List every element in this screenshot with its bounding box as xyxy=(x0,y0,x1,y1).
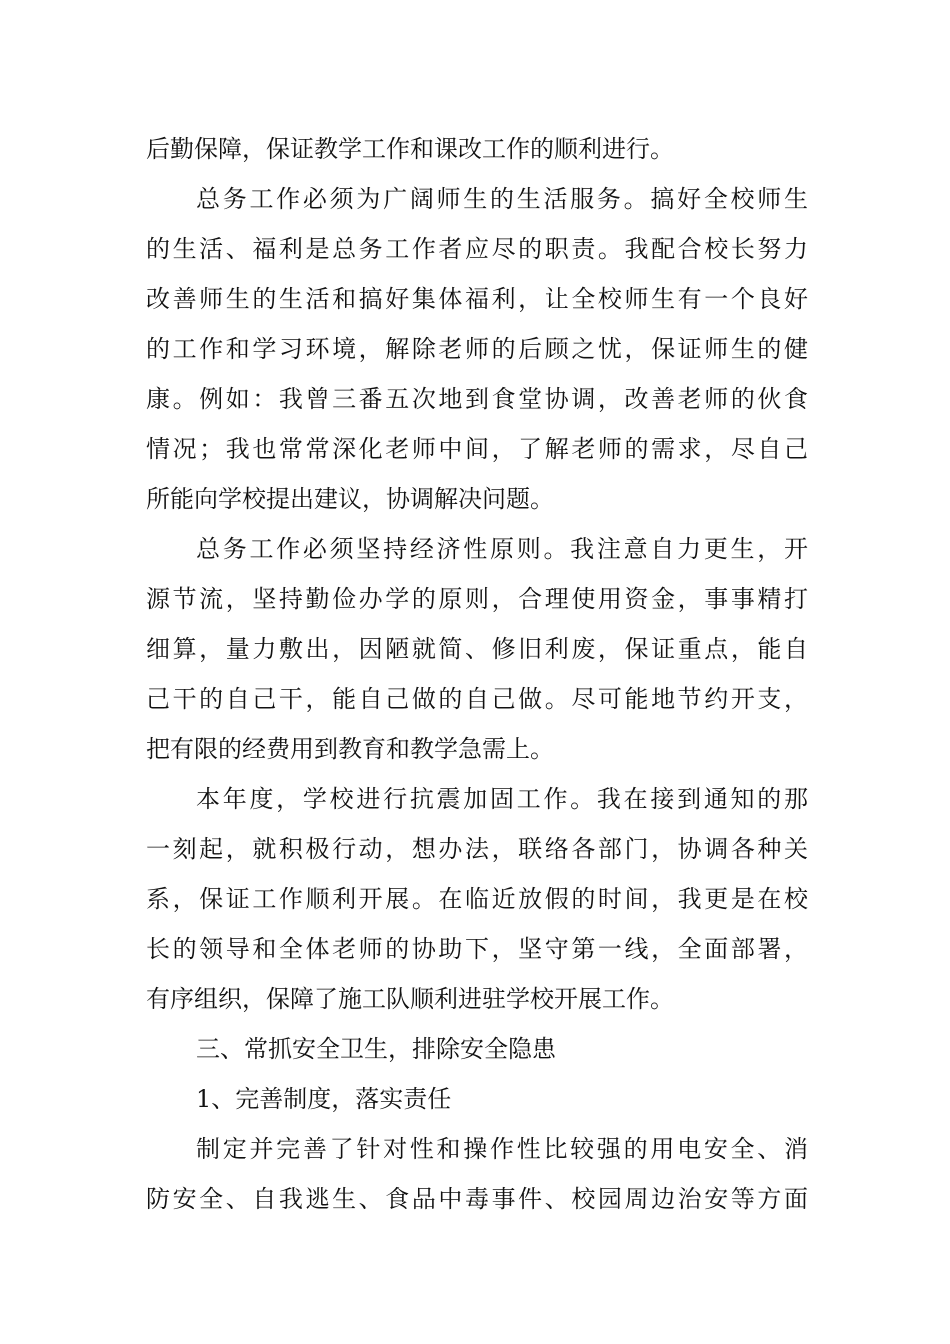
paragraph-line: 源节流，坚持勤俭办学的原则，合理使用资金，事事精打 xyxy=(146,585,808,613)
paragraph-line: 康。例如：我曾三番五次地到食堂协调，改善老师的伙食 xyxy=(146,385,808,413)
paragraph-line: 细算，量力敷出，因陋就简、修旧利废，保证重点，能自 xyxy=(146,635,808,663)
paragraph-line: 有序组织，保障了施工队顺利进驻学校开展工作。 xyxy=(146,985,674,1013)
paragraph-line: 系，保证工作顺利开展。在临近放假的时间，我更是在校 xyxy=(146,885,808,913)
paragraph-line: 己干的自己干，能自己做的自己做。尽可能地节约开支， xyxy=(146,685,808,713)
paragraph-line: 的生活、福利是总务工作者应尽的职责。我配合校长努力 xyxy=(146,235,808,263)
paragraph-line: 总务工作必须坚持经济性原则。我注意自力更生，开 xyxy=(196,535,808,563)
paragraph-line: 防安全、自我逃生、食品中毒事件、校园周边治安等方面 xyxy=(146,1185,808,1213)
paragraph-line: 所能向学校提出建议，协调解决问题。 xyxy=(146,485,554,513)
section-heading: 三、常抓安全卫生，排除安全隐患 xyxy=(196,1035,556,1063)
paragraph-line: 改善师生的生活和搞好集体福利，让全校师生有一个良好 xyxy=(146,285,808,313)
paragraph-line: 把有限的经费用到教育和教学急需上。 xyxy=(146,735,554,763)
paragraph-line: 情况；我也常常深化老师中间，了解老师的需求，尽自己 xyxy=(146,435,808,463)
paragraph-line: 一刻起，就积极行动，想办法，联络各部门，协调各种关 xyxy=(146,835,808,863)
paragraph-line: 后勤保障，保证教学工作和课改工作的顺利进行。 xyxy=(146,135,674,163)
paragraph-line: 制定并完善了针对性和操作性比较强的用电安全、消 xyxy=(196,1135,808,1163)
paragraph-line: 本年度，学校进行抗震加固工作。我在接到通知的那 xyxy=(196,785,808,813)
paragraph-line: 总务工作必须为广阔师生的生活服务。搞好全校师生 xyxy=(196,185,808,213)
paragraph-line: 的工作和学习环境，解除老师的后顾之忧，保证师生的健 xyxy=(146,335,808,363)
paragraph-line: 长的领导和全体老师的协助下，坚守第一线，全面部署， xyxy=(146,935,808,963)
subsection-heading: 1、完善制度，落实责任 xyxy=(196,1085,452,1113)
